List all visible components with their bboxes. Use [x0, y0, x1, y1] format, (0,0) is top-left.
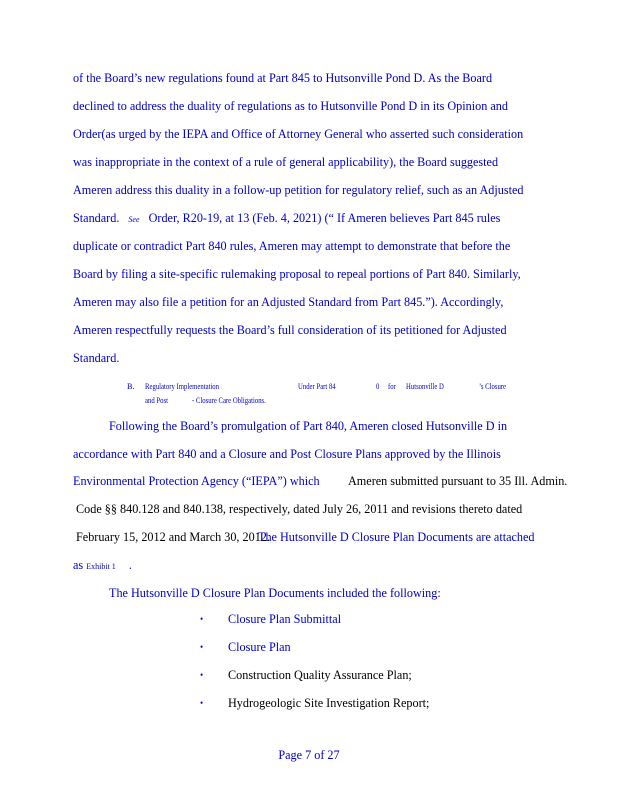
body-line: February 15, 2012 and March 30, 2012. [76, 530, 270, 544]
body-line: Ameren address this duality in a follow-up petition for regulatory relief, such as an Adjusted [73, 183, 524, 197]
body-line-standard [73, 210, 500, 228]
list-item-text: Construction Quality Assurance Plan; [228, 668, 412, 682]
section-heading: 0 [376, 382, 380, 391]
list-item-text: Closure Plan [228, 640, 291, 654]
section-heading: - Closure Care Obligations. [192, 396, 266, 405]
list-item-text: Hydrogeologic Site Investigation Report; [228, 696, 430, 710]
body-line: Ameren submitted pursuant to 35 Ill. Admin. [348, 474, 568, 488]
see-signal: See [128, 215, 140, 224]
body-line: declined to address the duality of regulations as to Hutsonville Pond D in its Opinion and [73, 99, 508, 113]
as-word: as [73, 558, 84, 572]
bullet-icon: • [200, 670, 204, 680]
section-heading: Hutsonville D [406, 382, 444, 391]
body-line: duplicate or contradict Part 840 rules, Ameren may attempt to demonstrate that before the [73, 239, 511, 253]
body-line: accordance with Part 840 and a Closure and Post Closure Plans approved by the Illinois [73, 447, 501, 461]
bullet-icon: • [200, 698, 204, 708]
body-line-exhibit [73, 557, 132, 575]
page-number-footer: Page 7 of 27 [278, 748, 340, 762]
bullet-icon: • [200, 642, 204, 652]
period: . [128, 558, 132, 572]
body-line: Standard. [73, 351, 120, 365]
body-line: Environmental Protection Agency (“IEPA”) which [73, 474, 320, 488]
section-heading: Regulatory Implementation [145, 382, 220, 391]
section-heading: for [388, 382, 396, 391]
section-heading: ’s Closure [479, 382, 507, 391]
standard-word: Standard. [73, 211, 120, 225]
section-heading: Under Part 84 [298, 382, 336, 391]
body-line: Code §§ 840.128 and 840.138, respectively, dated July 26, 2011 and revisions thereto dated [76, 502, 523, 516]
body-line: Ameren respectfully requests the Board’s full consideration of its petitioned for Adjusted [73, 323, 507, 337]
body-line: was inappropriate in the context of a rule of general applicability), the Board suggested [73, 155, 499, 169]
body-line: The Hutsonville D Closure Plan Documents included the following: [109, 586, 441, 600]
citation-text: Order, R20-19, at 13 (Feb. 4, 2021) (“ If Ameren believes Part 845 rules [148, 211, 501, 225]
body-line: of the Board’s new regulations found at Part 845 to Hutsonville Pond D. As the Board [73, 71, 493, 85]
body-line: Order(as urged by the IEPA and Office of Attorney General who asserted such consideration [73, 127, 524, 141]
bullet-icon: • [200, 614, 204, 624]
section-heading: and Post [145, 396, 168, 405]
body-line: Board by filing a site-specific rulemaking proposal to repeal portions of Part 840. Similarly, [73, 267, 521, 281]
body-line: Ameren may also file a petition for an Adjusted Standard from Part 845.”). Accordingly, [73, 295, 504, 309]
list-item-text: Closure Plan Submittal [228, 612, 342, 626]
section-heading-letter: B. [127, 382, 135, 391]
body-line: The Hutsonville D Closure Plan Documents are attached [258, 530, 535, 544]
exhibit-reference: Exhibit 1 [86, 562, 116, 571]
body-line: Following the Board’s promulgation of Part 840, Ameren closed Hutsonville D in [109, 419, 508, 433]
